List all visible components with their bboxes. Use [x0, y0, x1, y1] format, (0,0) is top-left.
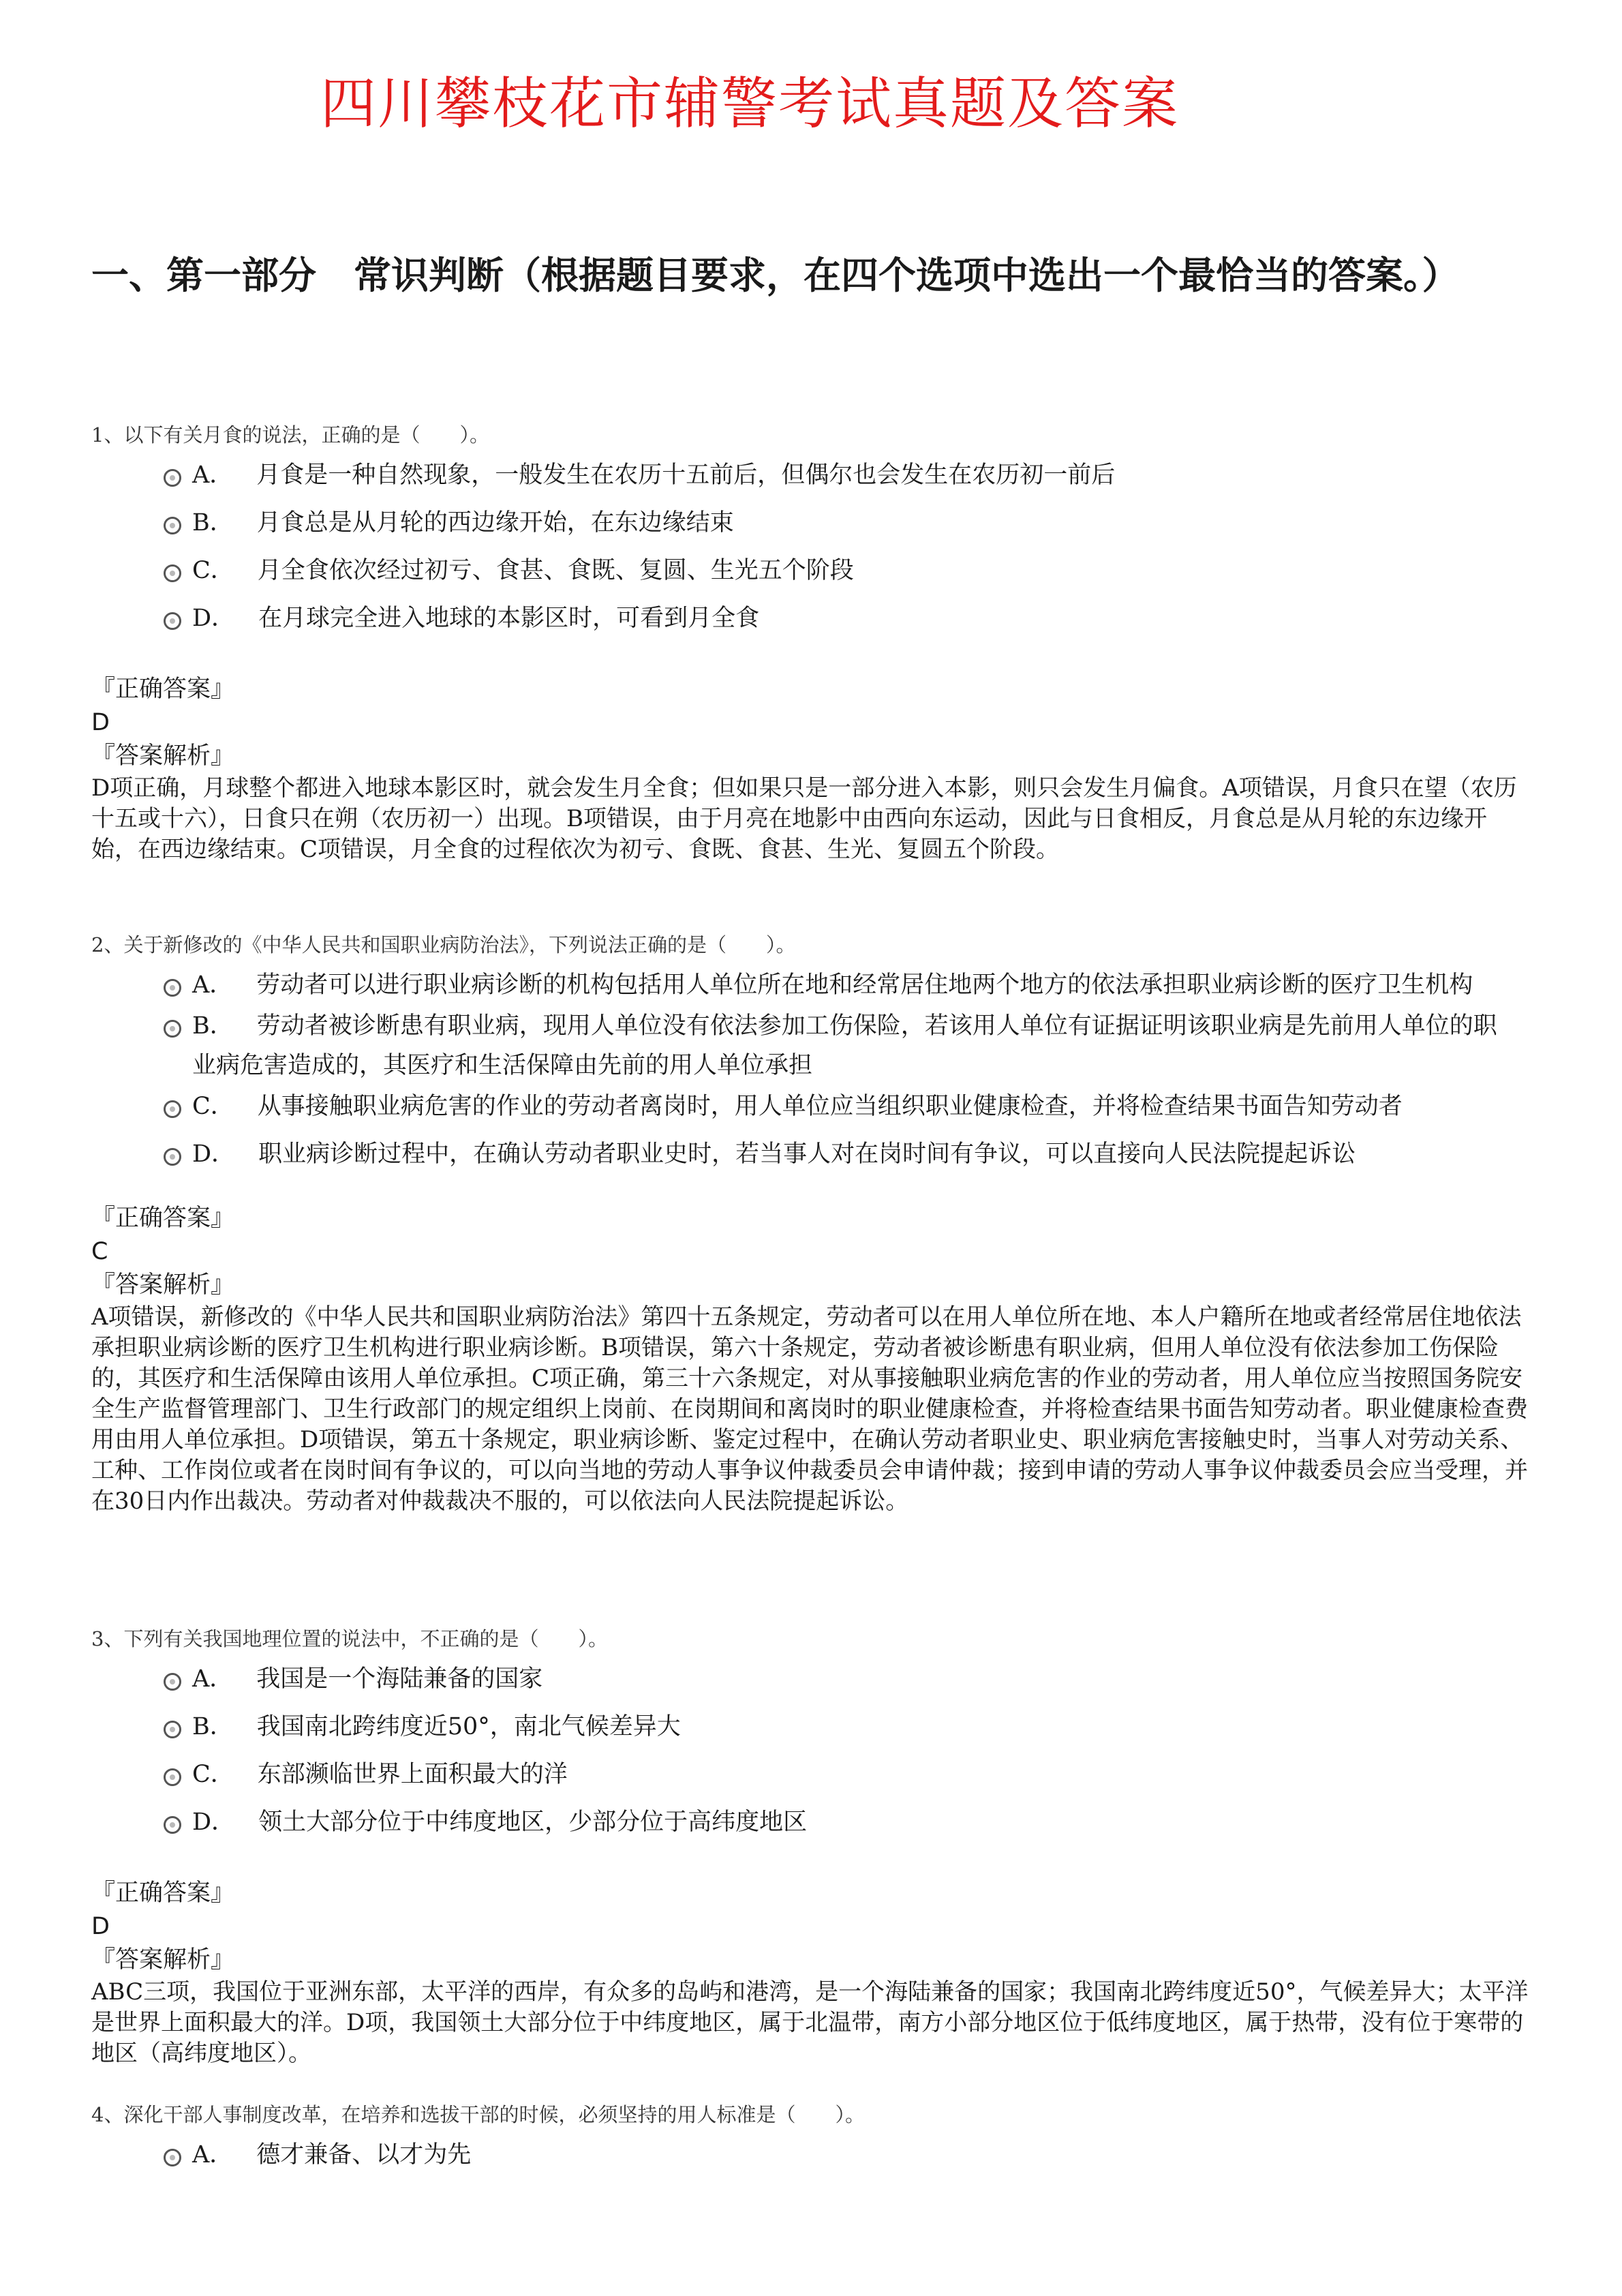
- question-3: [91, 1622, 1529, 2069]
- option-text: 月食总是从月轮的西边缘开始，在东边缘结束: [256, 509, 734, 537]
- radio-icon[interactable]: [164, 517, 181, 534]
- radio-icon[interactable]: [164, 1020, 181, 1038]
- option-text: 劳动者可以进行职业病诊断的机构包括用人单位所在地和经常居住地两个地方的依法承担职业病诊断的医疗卫生机构: [256, 971, 1473, 999]
- option-letter: B．: [192, 1713, 234, 1740]
- document-title: 四川攀枝花市辅警考试真题及答案: [320, 72, 1179, 136]
- option-letter: A．: [192, 1665, 234, 1693]
- option-text: 月全食依次经过初亏、食甚、食既、复圆、生光五个阶段: [257, 557, 854, 584]
- radio-icon[interactable]: [164, 1721, 181, 1738]
- section-heading: 一、第一部分 常识判断（根据题目要求，在四个选项中选出一个最恰当的答案。）: [91, 253, 1460, 297]
- question-2: [91, 928, 1529, 1517]
- option-text: 从事接触职业病危害的作业的劳动者离岗时，用人单位应当组织职业健康检查，并将检查结果书面告知劳动者: [257, 1093, 1403, 1120]
- option-a[interactable]: [91, 1659, 1529, 1699]
- option-a[interactable]: [91, 2135, 1529, 2175]
- option-text: 我国南北跨纬度近50°，南北气候差异大: [256, 1713, 681, 1740]
- option-text: 东部濒临世界上面积最大的洋: [257, 1761, 568, 1788]
- question-stem: 4、深化干部人事制度改革，在培养和选拔干部的时候，必须坚持的用人标准是（ ）。: [91, 2103, 865, 2126]
- option-a[interactable]: [91, 965, 1529, 1005]
- question-stem: 3、下列有关我国地理位置的说法中，不正确的是（ ）。: [91, 1627, 608, 1650]
- option-c[interactable]: [91, 551, 1529, 590]
- radio-icon[interactable]: [164, 1816, 181, 1834]
- option-text: 我国是一个海陆兼备的国家: [256, 1665, 543, 1693]
- radio-icon[interactable]: [164, 2149, 181, 2166]
- option-d[interactable]: [91, 1134, 1529, 1174]
- answer-value: D: [91, 709, 110, 736]
- answer-value: C: [91, 1238, 108, 1265]
- explanation-text: A项错误，新修改的《中华人民共和国职业病防治法》第四十五条规定，劳动者可以在用人单位所在地、本人户籍所在地或者经常居住地依法承担职业病诊断的医疗卫生机构进行职业病诊断。B项错误，第六十条规定，劳动者被诊断患有职业病，但用人单位没有依法参加工伤保险的，其医疗和生活保障由该用人单位承担。C项正确，第三十六条规定，对从事接触职业病危害的作业的劳动者，用人单位应当按照国务院安全生产监督管理部门、卫生行政部门的规定组织上岗前、在岗期间和离岗时的职业健康检查，并将检查结果书面告知劳动者。职业健康检查费用由用人单位承担。D项错误，第五十条规定，职业病诊断、鉴定过程中，在确认劳动者职业史、职业病危害接触史时，当事人对劳动关系、工种、工作岗位或者在岗时间有争议的，可以向当地的劳动人事争议仲裁委员会申请仲裁；接到申请的劳动人事争议仲裁委员会应当受理，并在30日内作出裁决。劳动者对仲裁裁决不服的，可以依法向人民法院提起诉讼。: [91, 1303, 1528, 1515]
- option-text: 职业病诊断过程中，在确认劳动者职业史时，若当事人对在岗时间有争议，可以直接向人民法院提起诉讼: [258, 1141, 1356, 1168]
- radio-icon[interactable]: [164, 1768, 181, 1786]
- radio-icon[interactable]: [164, 1100, 181, 1118]
- option-letter: C．: [192, 1093, 234, 1120]
- option-letter: A．: [192, 2141, 234, 2169]
- radio-icon[interactable]: [164, 979, 181, 997]
- option-letter: C．: [192, 1761, 234, 1788]
- option-d[interactable]: [91, 599, 1529, 638]
- radio-icon[interactable]: [164, 564, 181, 582]
- option-a[interactable]: [91, 455, 1529, 495]
- option-b[interactable]: [91, 503, 1529, 543]
- question-1: [91, 419, 1529, 865]
- answer-label: 『正确答案』: [91, 1879, 235, 1907]
- explanation-label: 『答案解析』: [91, 1946, 235, 1974]
- explanation-label: 『答案解析』: [91, 1271, 235, 1299]
- option-text: 劳动者被诊断患有职业病，现用人单位没有依法参加工伤保险，若该用人单位有证据证明该职业病是先前用人单位的职业病危害造成的，其医疗和生活保障由先前的用人单位承担: [192, 1012, 1497, 1079]
- option-c[interactable]: [91, 1087, 1529, 1126]
- answer-label: 『正确答案』: [91, 676, 235, 703]
- option-b[interactable]: [91, 1006, 1529, 1085]
- answer-label: 『正确答案』: [91, 1205, 235, 1232]
- option-text: 月食是一种自然现象，一般发生在农历十五前后，但偶尔也会发生在农历初一前后: [256, 462, 1116, 489]
- option-letter: D．: [192, 605, 236, 632]
- option-text: 领土大部分位于中纬度地区，少部分位于高纬度地区: [258, 1809, 808, 1836]
- explanation-text: D项正确，月球整个都进入地球本影区时，就会发生月全食；但如果只是一部分进入本影，则只会发生月偏食。A项错误，月食只在望（农历十五或十六），日食只在朔（农历初一）出现。B项错误，由于月亮在地影中由西向东运动，因此与日食相反，月食总是从月轮的东边缘开始，在西边缘结束。C项错误，月全食的过程依次为初亏、食既、食甚、生光、复圆五个阶段。: [91, 774, 1517, 863]
- explanation-label: 『答案解析』: [91, 742, 235, 770]
- question-4: [91, 2098, 1529, 2175]
- option-c[interactable]: [91, 1755, 1529, 1794]
- radio-icon[interactable]: [164, 1673, 181, 1691]
- option-letter: C．: [192, 557, 234, 584]
- option-b[interactable]: [91, 1707, 1529, 1747]
- option-text: 德才兼备、以才为先: [256, 2141, 472, 2169]
- option-d[interactable]: [91, 1802, 1529, 1842]
- answer-value: D: [91, 1913, 110, 1940]
- question-stem: 1、以下有关月食的说法，正确的是（ ）。: [91, 423, 489, 447]
- question-stem: 2、关于新修改的《中华人民共和国职业病防治法》，下列说法正确的是（ ）。: [91, 933, 796, 956]
- option-letter: A．: [192, 462, 234, 489]
- radio-icon[interactable]: [164, 469, 181, 487]
- option-letter: D．: [192, 1809, 236, 1836]
- option-letter: B．: [192, 1012, 234, 1040]
- option-letter: B．: [192, 509, 234, 537]
- radio-icon[interactable]: [164, 1148, 181, 1166]
- explanation-text: ABC三项，我国位于亚洲东部，太平洋的西岸，有众多的岛屿和港湾，是一个海陆兼备的国家；我国南北跨纬度近50°，气候差异大；太平洋是世界上面积最大的洋。D项，我国领土大部分位于中纬度地区，属于北温带，南方小部分地区位于低纬度地区，属于热带，没有位于寒带的地区（高纬度地区）。: [91, 1978, 1529, 2067]
- option-letter: A．: [192, 971, 234, 999]
- radio-icon[interactable]: [164, 612, 181, 630]
- option-letter: D．: [192, 1141, 236, 1168]
- option-text: 在月球完全进入地球的本影区时，可看到月全食: [258, 605, 760, 632]
